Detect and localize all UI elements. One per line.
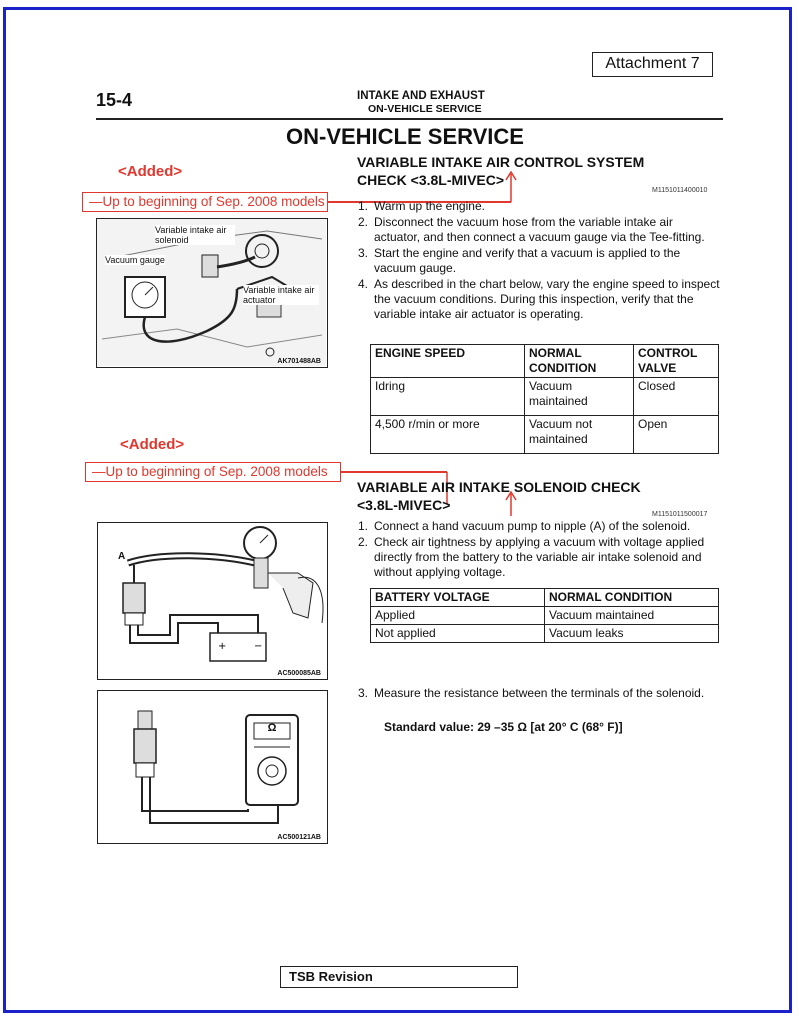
list-item: 3. Measure the resistance between the terminals of the solenoid. xyxy=(358,686,705,700)
table-header-row: BATTERY VOLTAGE NORMAL CONDITION xyxy=(371,589,719,607)
figure-caption: AK701488AB xyxy=(277,358,321,365)
models-note-2: —Up to beginning of Sep. 2008 models xyxy=(85,462,341,482)
vacuum-pump-illustration xyxy=(98,523,326,678)
label-solenoid: Variable intake air solenoid xyxy=(155,225,235,245)
figure-caption: AC500121AB xyxy=(277,834,321,841)
section2-step3 xyxy=(358,686,720,702)
added-annotation-1: <Added> xyxy=(118,163,183,180)
models-note-1: —Up to beginning of Sep. 2008 models xyxy=(82,192,328,212)
table-header-row: ENGINE SPEED NORMAL CONDITION CONTROL VALVE xyxy=(371,345,719,378)
nipple-label: A xyxy=(118,551,126,562)
battery-voltage-table xyxy=(370,588,719,643)
svg-text:−: − xyxy=(254,641,263,652)
list-item: 3. Start the engine and verify that a vacuum is applied to the vacuum gauge. xyxy=(358,246,681,275)
svg-text:+: + xyxy=(218,641,227,652)
section2-title: VARIABLE AIR INTAKE SOLENOID CHECK <3.8L-MIVEC> xyxy=(357,479,641,513)
header-section: ON-VEHICLE SERVICE xyxy=(368,103,482,115)
list-item: 4. As described in the chart below, vary the engine speed to inspect the vacuum conditions. During this inspection, verify that the variable intake air actuator is operating. xyxy=(358,277,720,321)
list-item: 2. Check air tightness by applying a vacuum with voltage applied directly from the battery to the variable air intake solenoid and without applying voltage. xyxy=(358,535,705,579)
section2-steps xyxy=(358,519,720,581)
tsb-revision-box: TSB Revision xyxy=(280,966,518,988)
table-row: Idring Vacuum maintained Closed xyxy=(371,378,719,416)
multimeter-illustration xyxy=(98,691,326,842)
page-title: ON-VEHICLE SERVICE xyxy=(286,124,524,149)
attachment-label: Attachment 7 xyxy=(592,52,713,77)
header-chapter: INTAKE AND EXHAUST xyxy=(357,90,485,102)
section1-steps xyxy=(358,199,720,323)
list-item: 2. Disconnect the vacuum hose from the variable intake air actuator, and then connect a vacuum gauge via the Tee-fitting. xyxy=(358,215,705,244)
list-item: 1. Connect a hand vacuum pump to nipple (A) of the solenoid. xyxy=(358,519,691,533)
label-actuator: Variable intake air actuator xyxy=(243,285,319,305)
header-rule xyxy=(96,118,723,120)
list-item: 1. Warm up the engine. xyxy=(358,199,485,213)
section2-code: M1151011500017 xyxy=(652,511,708,518)
table-row: 4,500 r/min or more Vacuum not maintained Open xyxy=(371,416,719,454)
vacuum-gauge-figure xyxy=(96,218,328,368)
table-row: Applied Vacuum maintained xyxy=(371,607,719,625)
label-gauge: Vacuum gauge xyxy=(105,255,165,265)
table-row: Not applied Vacuum leaks xyxy=(371,625,719,643)
section1-code: M1151011400010 xyxy=(652,187,708,194)
ohm-label: Ω xyxy=(267,722,277,734)
standard-value: Standard value: 29 –35 Ω [at 20° C (68° F)] xyxy=(384,720,623,734)
added-annotation-2: <Added> xyxy=(120,436,185,453)
vacuum-pump-figure xyxy=(97,522,328,680)
multimeter-figure xyxy=(97,690,328,844)
page-number: 15-4 xyxy=(96,90,133,110)
section1-title: VARIABLE INTAKE AIR CONTROL SYSTEM CHECK <3.8L-MIVEC> xyxy=(357,154,645,188)
engine-speed-table xyxy=(370,344,719,454)
annotation-leader-2 xyxy=(341,471,447,473)
figure-caption: AC500085AB xyxy=(277,670,321,677)
